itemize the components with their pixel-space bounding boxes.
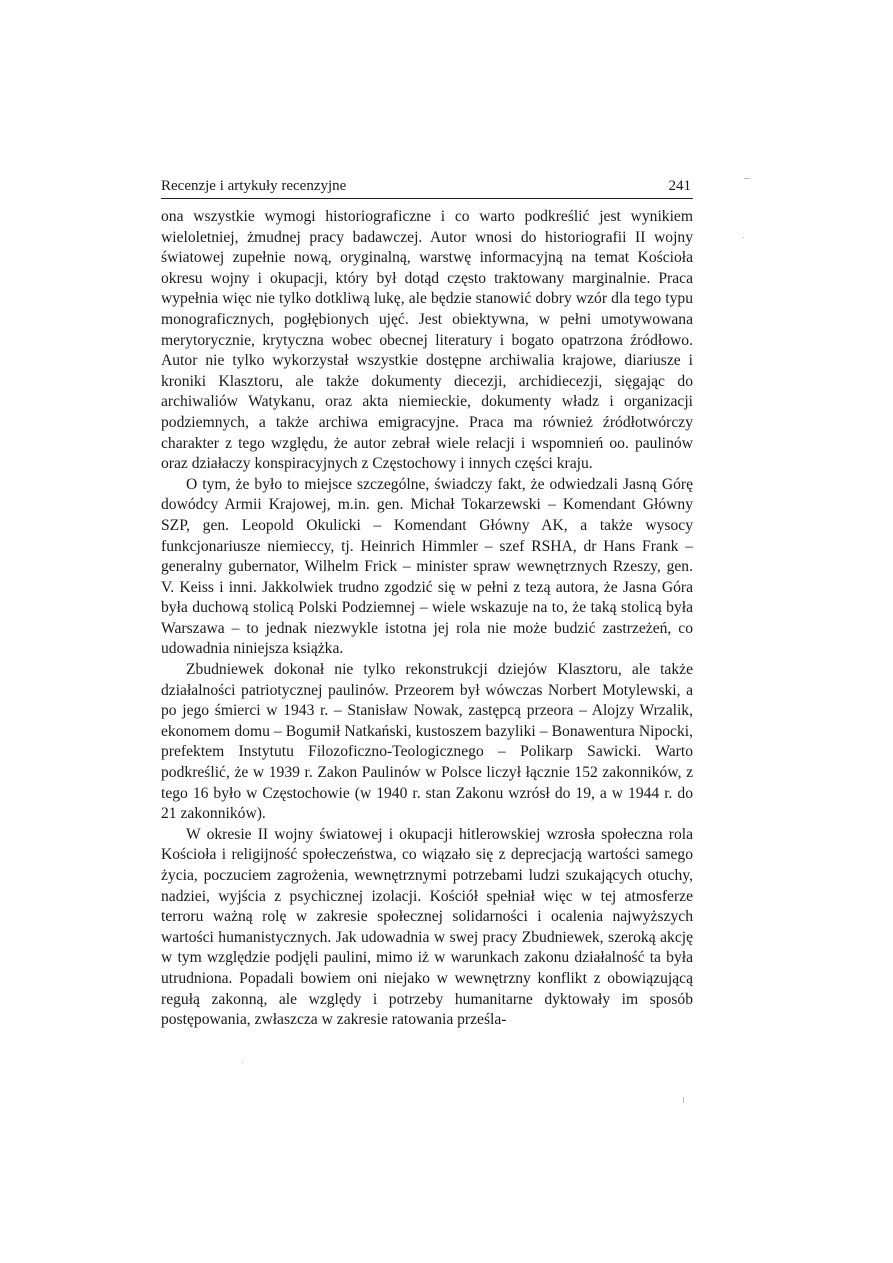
paragraph-1: ona wszystkie wymogi historiograficzne i co warto podkreślić jest wynikiem wieloletniej, żmudnej pracy badawczej. Autor wnosi do historiografii II wojny światowej zupełnie nową, oryginalną, warstwę informacyjną na temat Kościoła okresu wojny i okupacji, który był dotąd często traktowany marginalnie. Praca wypełnia więc nie tylko dotkliwą lukę, ale będzie stanowić dobry wzór dla tego typu monograficznych, pogłębionych ujęć. Jest obiektywna, w pełni umotywowana merytorycznie, krytyczna wobec obecnej literatury i bogato opatrzona źródłowo. Autor nie tylko wykorzystał wszystkie dostępne archiwalia krajowe, diariusze i kroniki Klasztoru, ale także dokumenty diecezji, archidiecezji, sięgając do archiwaliów Watykanu, oraz akta niemieckie, dokumenty władz i organizacji podziemnych, a także archiwa emigracyjne. Praca ma również źródłotwórczy charakter z tego względu, że autor zebrał wiele relacji i wspomnień oo. paulinów oraz działaczy konspiracyjnych z Częstochowy i innych części kraju. <box>161 208 693 473</box>
running-header <box>161 178 693 199</box>
paragraph-2: O tym, że było to miejsce szczególne, świadczy fakt, że odwiedzali Jasną Górę dowódcy Armii Krajowej, m.in. gen. Michał Tokarzewski – Komendant Główny SZP, gen. Leopold Okulicki – Komendant Główny AK, a także wysocy funkcjonariusze niemieccy, tj. Heinrich Himmler – szef RSHA, dr Hans Frank – generalny gubernator, Wilhelm Frick – minister spraw wewnętrznych Rzeszy, gen. V. Keiss i inni. Jakkolwiek trudno zgodzić się w pełni z tezą autora, że Jasna Góra była duchową stolicą Polski Podziemnej – wiele wskazuje na to, że taką stolicą była Warszawa – to jednak niezwykle istotna jej rola nie może budzić zastrzeżeń, co udowadnia niniejsza książka. <box>161 475 693 658</box>
running-title: Recenzje i artykuły recenzyjne <box>161 178 347 194</box>
scan-speck <box>744 178 750 179</box>
scan-speck <box>743 237 744 238</box>
paragraph-4: W okresie II wojny światowej i okupacji hitlerowskiej wzrosła społeczna rola Kościoła i religijność społeczeństwa, co wiązało się z deprecjacją wartości samego życia, poczuciem zagrożenia, wewnętrznymi potrzebami ludzi szukających otuchy, nadziei, wyjścia z psychicznej izolacji. Kościół spełniał więc w tej atmosferze terroru ważną rolę w zakresie społecznej solidarności i ocalenia najwyższych wartości humanistycznych. Jak udowadnia w swej pracy Zbudniewek, szeroką akcję w tym względzie podjęli paulini, mimo iż w warunkach zakonu działalność ta była utrudniona. Popadali bowiem oni niejako w wewnętrzny konflikt z obowiązującą regułą zakonną, ale względy i potrzeby humanitarne dyktowały im sposób postępowania, zwłaszcza w zakresie ratowania prześla- <box>161 825 693 1029</box>
scan-speck <box>242 1062 243 1063</box>
body-text <box>161 207 693 1031</box>
page-number: 241 <box>668 178 691 194</box>
paragraph-3: Zbudniewek dokonał nie tylko rekonstrukcji dziejów Klasztoru, ale także działalności patriotycznej paulinów. Przeorem był wówczas Norbert Motylewski, a po jego śmierci w 1943 r. – Stanisław Nowak, zastępcą przeora – Alojzy Wrzalik, ekonomem domu – Bogumił Natkański, kustoszem bazyliki – Bonawentura Nipocki, prefektem Instytutu Filozoficzno-Teologicznego – Polikarp Sawicki. Warto podkreślić, że w 1939 r. Zakon Paulinów w Polsce liczył łącznie 152 zakonników, z tego 16 było w Częstochowie (w 1940 r. stan Zakonu wzrósł do 19, a w 1944 r. do 21 zakonników). <box>161 661 693 823</box>
scan-speck <box>683 1097 684 1103</box>
